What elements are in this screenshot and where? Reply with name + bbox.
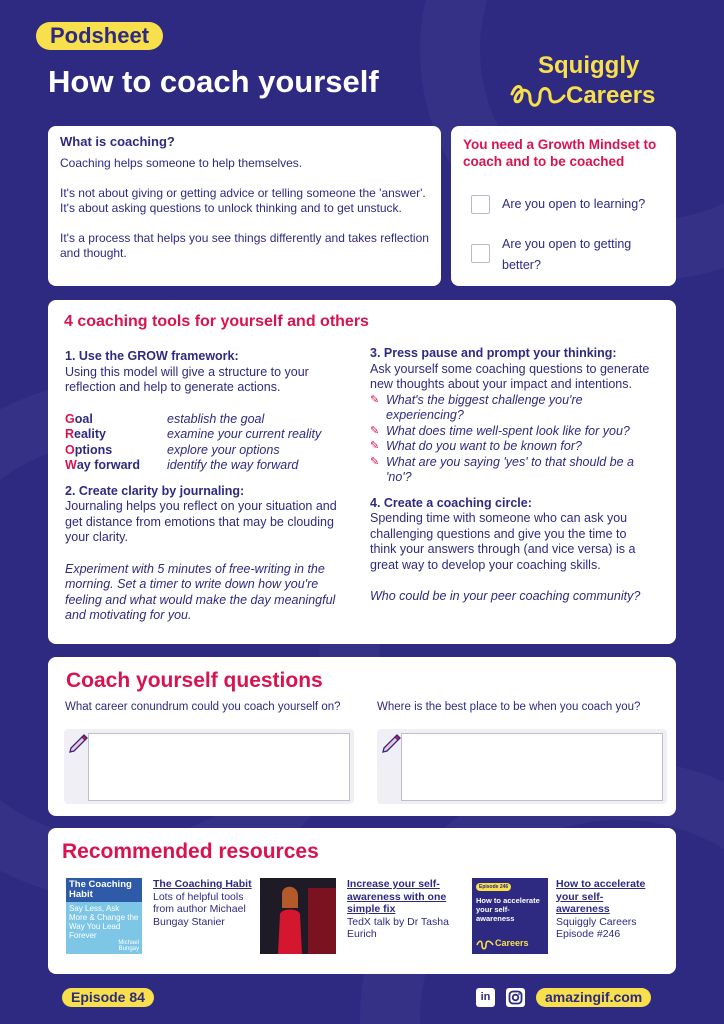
grow-word: eality — [74, 427, 106, 441]
resource-link-coaching-habit[interactable]: The Coaching Habit — [153, 878, 252, 890]
book-title-line: Habit — [69, 889, 93, 900]
checklist-item — [471, 194, 645, 215]
grow-letter: W — [65, 458, 77, 472]
website-link[interactable]: amazingif.com — [536, 988, 651, 1007]
grow-word: ptions — [74, 442, 113, 457]
coaching-habit-book-cover[interactable] — [66, 878, 142, 954]
tool3-heading: 3. Press pause and prompt your thinking: — [370, 346, 617, 360]
tool2-tip: Experiment with 5 minutes of free-writing in the morning. Set a timer to write down how you're feeling and what would make the day meaningful and motivating for you. — [65, 561, 336, 622]
grow-description: identify the way forward — [167, 458, 299, 472]
resource-description: TedX talk by Dr Tasha Eurich — [347, 915, 449, 940]
tedx-talk-thumbnail[interactable] — [260, 878, 336, 954]
coaching-definition: Coaching helps someone to help themselves. — [60, 156, 303, 170]
tool1-body: Using this model will give a structure to your reflection and help to generate actions. — [65, 364, 309, 394]
tool4-heading: 4. Create a coaching circle: — [370, 495, 532, 510]
episode-cover-brand: Careers — [495, 938, 529, 948]
growth-mindset-heading: You need a Growth Mindset to coach and to be coached — [463, 137, 657, 169]
answer-box-1 — [64, 729, 354, 804]
what-is-coaching-card — [48, 126, 441, 286]
resource-link-accelerate-self-awareness[interactable]: How to accelerate your self-awareness — [556, 878, 646, 915]
grow-row-way-forward — [65, 458, 355, 474]
grow-letter: R — [65, 427, 75, 441]
answer-input-1[interactable] — [88, 733, 350, 801]
coaching-tools-card — [48, 300, 676, 644]
grow-word: oal — [74, 411, 93, 426]
pen-icon: ✎ — [370, 440, 380, 452]
coaching-question — [370, 393, 655, 424]
tool2-body: Journaling helps you reflect on your situation and get distance from emotions that may be clouding your clarity. — [65, 499, 337, 544]
podsheet-tag: Podsheet — [36, 22, 163, 50]
checklist-item — [471, 234, 652, 276]
resources-title: Recommended resources — [62, 840, 319, 863]
growth-mindset-card — [451, 126, 676, 286]
answer-input-2[interactable] — [401, 733, 663, 801]
grow-row-options — [65, 443, 355, 459]
squiggle-icon — [476, 940, 494, 950]
pencil-icon — [68, 731, 90, 753]
tool3-body: Ask yourself some coaching questions to generate new thoughts about your impact and intentions. — [370, 361, 650, 391]
tools-right-column — [370, 346, 655, 605]
resource-description: Squiggly Careers Episode #246 — [556, 915, 637, 940]
tool1-heading: 1. Use the GROW framework: — [65, 349, 239, 363]
coaching-question — [370, 455, 655, 486]
grow-letter: G — [65, 411, 75, 426]
pen-icon: ✎ — [370, 455, 380, 468]
squiggly-careers-logo — [508, 52, 688, 116]
grow-description: examine your current reality — [167, 427, 322, 441]
resource-3 — [556, 878, 656, 941]
checklist-label: Are you open to learning? — [502, 197, 646, 211]
book-title-line: The Coaching — [69, 879, 132, 890]
coach-question-2: Where is the best place to be when you coach you? — [377, 701, 641, 713]
coaching-question-text: What are you saying 'yes' to that should be a 'no'? — [386, 454, 634, 484]
coaching-question — [370, 439, 655, 455]
coaching-process: It's a process that helps you see things differently and takes reflection and thought. — [60, 231, 429, 260]
pencil-icon — [381, 731, 403, 753]
book-subtitle: Say Less, Ask More & Change the Way You Lead Forever — [69, 904, 139, 940]
episode-badge: Episode 84 — [62, 988, 154, 1007]
coach-yourself-card — [48, 657, 676, 816]
coaching-not-advice: It's not about giving or getting advice or telling someone the 'answer'. It's about asking questions to unlock thinking and to get unstuck. — [60, 186, 426, 215]
grow-row-goal — [65, 412, 355, 428]
open-to-learning-checkbox[interactable] — [471, 195, 490, 214]
tool2-heading: 2. Create clarity by journaling: — [65, 483, 245, 498]
answer-box-2 — [377, 729, 667, 804]
recommended-resources-card — [48, 828, 676, 974]
logo-text-squiggly: Squiggly — [538, 52, 640, 79]
pen-icon: ✎ — [370, 424, 380, 437]
tools-left-column — [65, 349, 355, 624]
resource-2 — [347, 878, 462, 941]
tool4-prompt: Who could be in your peer coaching community? — [370, 589, 641, 603]
coaching-question — [370, 424, 655, 440]
instagram-icon[interactable] — [506, 988, 525, 1007]
open-to-getting-better-checkbox[interactable] — [471, 244, 490, 263]
instagram-glyph — [506, 988, 525, 1007]
resource-1 — [153, 878, 253, 928]
checklist-label: Are you open to getting better? — [502, 237, 632, 272]
episode-tag: Episode 246 — [476, 883, 511, 891]
grow-description: explore your options — [167, 442, 280, 457]
tool4-body: Spending time with someone who can ask you challenging questions and give you the time to think your answers through (and vice versa) is a great way to develop your coaching skills. — [370, 511, 636, 572]
grow-description: establish the goal — [167, 411, 265, 426]
coaching-tools-title: 4 coaching tools for yourself and others — [64, 313, 369, 330]
squiggle-icon — [508, 82, 566, 110]
podcast-episode-cover[interactable] — [472, 878, 548, 954]
coach-yourself-title: Coach yourself questions — [66, 669, 323, 692]
grow-letter: O — [65, 442, 75, 457]
coach-question-1: What career conundrum could you coach yourself on? — [65, 701, 341, 713]
pen-icon: ✎ — [370, 393, 380, 406]
resource-link-self-awareness-talk[interactable]: Increase your self-awareness with one simple fix — [347, 878, 447, 915]
book-author: Michael Bungay — [118, 940, 139, 952]
speaker-image-icon — [260, 878, 336, 954]
episode-cover-title: How to accelerate your self-awareness — [476, 896, 540, 923]
coaching-question-text: What does time well-spent look like for you? — [386, 423, 630, 438]
page-title: How to coach yourself — [48, 64, 379, 99]
coaching-question-text: What's the biggest challenge you're experiencing? — [386, 392, 583, 422]
logo-text-careers: Careers — [566, 82, 656, 109]
grow-word: ay forward — [76, 458, 141, 472]
resource-description: Lots of helpful tools from author Michael Bungay Stanier — [153, 890, 246, 928]
grow-row-reality — [65, 427, 355, 443]
what-is-coaching-heading: What is coaching? — [60, 134, 175, 149]
linkedin-icon[interactable]: in — [476, 988, 495, 1007]
coaching-question-text: What do you want to be known for? — [386, 439, 582, 453]
